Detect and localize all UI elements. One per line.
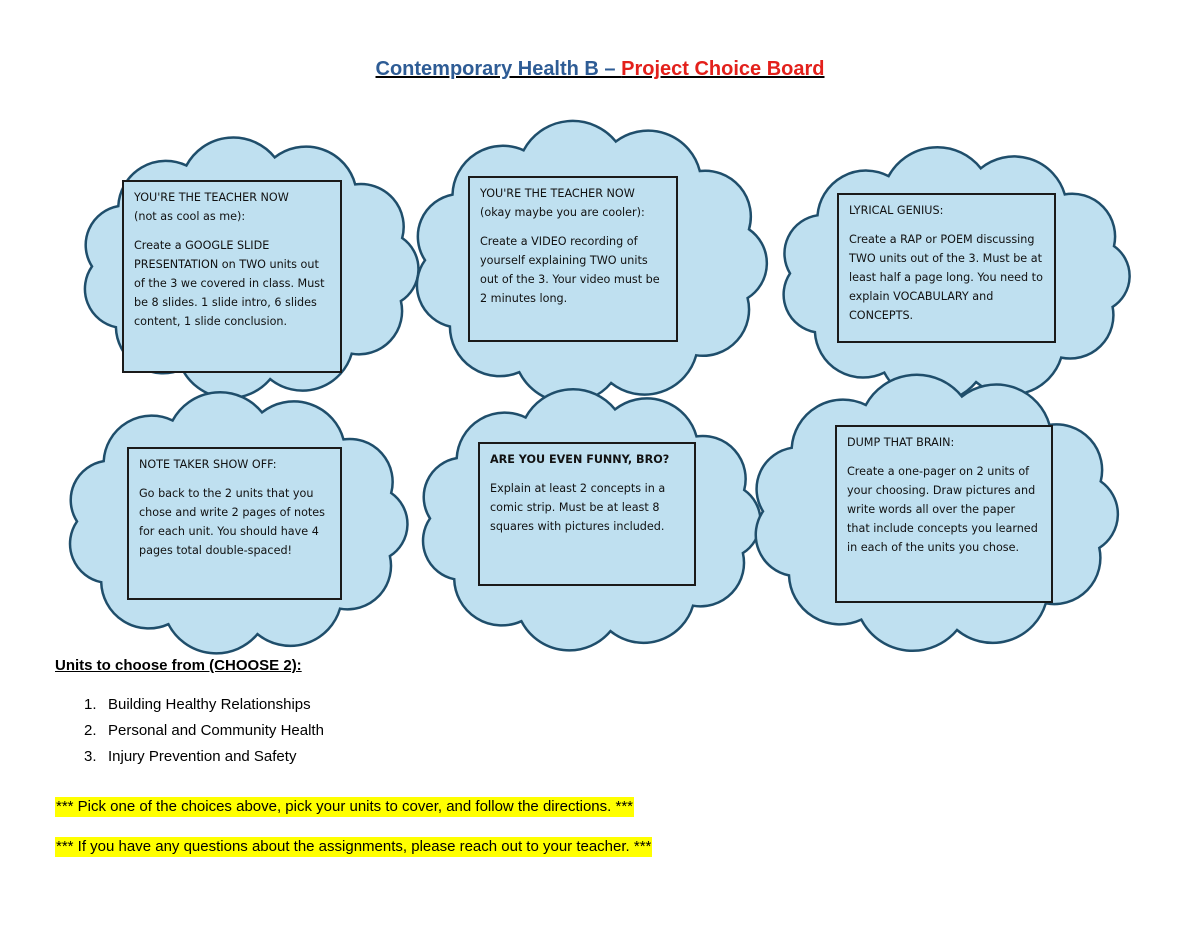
- list-item-number: 2.: [84, 722, 97, 739]
- list-item-number: 3.: [84, 748, 97, 765]
- card-heading-line1: YOU'RE THE TEACHER NOW: [480, 187, 635, 200]
- card-description: Create a RAP or POEM discussing TWO units out of the 3. Must be at least half a page long. You need to explain VOCABULARY and CONCEPTS.: [849, 233, 1043, 322]
- card-heading-line1: DUMP THAT BRAIN:: [847, 436, 955, 449]
- card-description: Create a GOOGLE SLIDE PRESENTATION on TWO units out of the 3 we covered in class. Must be 8 slides. 1 slide intro, 6 slides content, 1 slide conclusion.: [134, 239, 325, 328]
- card-heading: [480, 184, 666, 222]
- card-description: Explain at least 2 concepts in a comic strip. Must be at least 8 squares with pictures included.: [490, 482, 666, 533]
- list-item-number: 1.: [84, 696, 97, 713]
- card-heading-line2: (not as cool as me):: [134, 210, 246, 223]
- choice-card-teacher-slides: [122, 180, 342, 373]
- list-item: [84, 694, 324, 720]
- card-heading-line2: (okay maybe you are cooler):: [480, 206, 645, 219]
- card-heading-line1: YOU'RE THE TEACHER NOW: [134, 191, 289, 204]
- card-description: Go back to the 2 units that you chose and write 2 pages of notes for each unit. You should have 4 pages total double-spaced!: [139, 487, 326, 557]
- card-description: Create a one-pager on 2 units of your choosing. Draw pictures and write words all over the paper that include concepts you learned in each of the units you chose.: [847, 465, 1038, 554]
- list-item: [84, 720, 324, 746]
- card-heading: [139, 455, 330, 474]
- units-heading: Units to choose from (CHOOSE 2):: [55, 657, 302, 674]
- card-heading-line1: LYRICAL GENIUS:: [849, 204, 944, 217]
- title-course: Contemporary Health B –: [375, 58, 622, 80]
- card-heading: [490, 450, 684, 469]
- units-list: [84, 694, 324, 772]
- choice-card-note-taker: [127, 447, 342, 600]
- choice-card-teacher-video: [468, 176, 678, 342]
- choice-card-comic-strip: [478, 442, 696, 586]
- card-heading-line1: NOTE TAKER SHOW OFF:: [139, 458, 277, 471]
- title-board: Project Choice Board: [621, 58, 825, 80]
- choice-card-dump-brain: [835, 425, 1053, 603]
- card-heading-line1: ARE YOU EVEN FUNNY, BRO?: [490, 453, 670, 466]
- choice-card-lyrical-genius: [837, 193, 1056, 343]
- card-heading: [849, 201, 1044, 220]
- highlighted-instruction: *** Pick one of the choices above, pick your units to cover, and follow the directions. ***: [56, 798, 633, 815]
- highlighted-reminder: *** If you have any questions about the assignments, please reach out to your teacher. ***: [56, 838, 652, 855]
- list-item-label: Injury Prevention and Safety: [108, 748, 297, 765]
- card-description: Create a VIDEO recording of yourself explaining TWO units out of the 3. Your video must be 2 minutes long.: [480, 235, 660, 305]
- card-heading: [134, 188, 330, 226]
- list-item-label: Building Healthy Relationships: [108, 696, 311, 713]
- list-item: [84, 746, 324, 772]
- list-item-label: Personal and Community Health: [108, 722, 324, 739]
- card-heading: [847, 433, 1041, 452]
